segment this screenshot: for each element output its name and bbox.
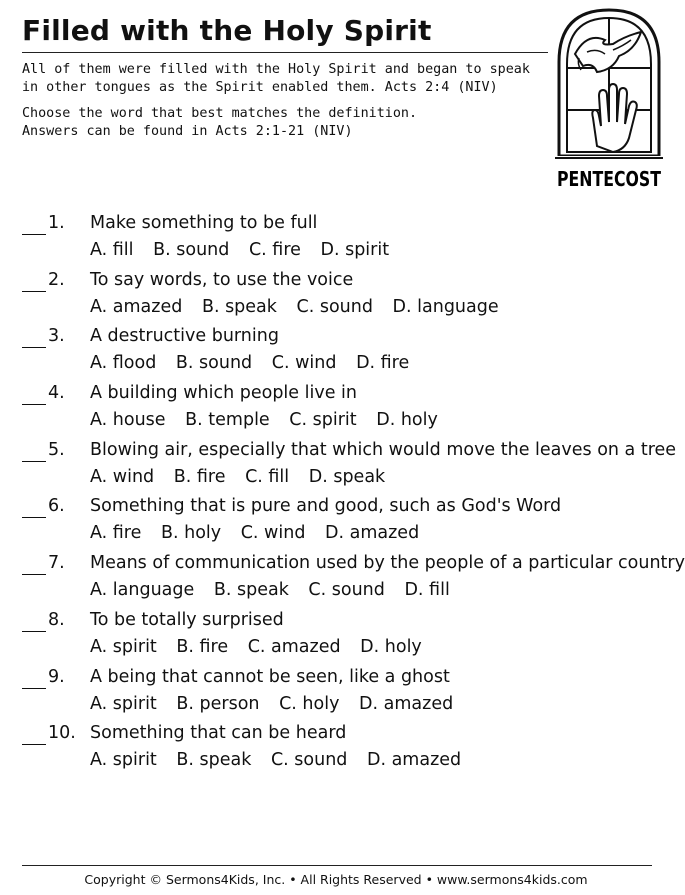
option-c: C. fill (245, 466, 290, 487)
question-number: 5. (48, 439, 65, 460)
answer-blank[interactable] (22, 461, 46, 462)
option-c: C. fire (248, 240, 301, 260)
option-c: C. amazed (247, 636, 341, 657)
pentecost-logo (553, 6, 665, 194)
answer-options (90, 353, 423, 373)
question-number: 8. (48, 609, 65, 630)
answer-options (90, 580, 464, 600)
option-b: B. speak (176, 750, 252, 771)
option-a: A. house (90, 410, 166, 431)
option-b: B. sound (175, 353, 253, 374)
scripture-verse (22, 61, 530, 97)
answer-blank[interactable] (22, 291, 46, 292)
footer-divider (22, 865, 652, 866)
option-d: D. amazed (325, 523, 420, 544)
option-d: D. spirit (320, 240, 390, 260)
instructions (22, 105, 417, 141)
option-a: A. spirit (90, 750, 157, 771)
answer-blank[interactable] (22, 517, 46, 518)
option-c: C. sound (270, 750, 348, 771)
answer-blank[interactable] (22, 347, 46, 348)
question-definition: Something that is pure and good, such as God's Word (90, 496, 562, 517)
logo-wordmark: PENTECOST (557, 167, 662, 191)
question-item (22, 664, 672, 721)
option-a: A. spirit (90, 636, 157, 657)
option-a: A. spirit (90, 693, 157, 714)
answer-options (90, 523, 433, 543)
page-title: Filled with the Holy Spirit (22, 14, 432, 47)
option-d: D. holy (360, 636, 422, 657)
option-c: C. sound (308, 580, 385, 601)
option-b: B. person (176, 693, 260, 714)
answer-options (90, 694, 467, 714)
title-divider (22, 52, 548, 53)
question-definition: A being that cannot be seen, like a ghost (90, 666, 450, 687)
question-item (22, 720, 672, 777)
option-c: C. wind (271, 353, 337, 374)
option-d: D. language (392, 296, 499, 317)
question-definition: To be totally surprised (90, 609, 284, 630)
question-number: 1. (48, 213, 65, 233)
option-b: B. speak (213, 580, 289, 601)
question-definition: Means of communication used by the people of a particular country (90, 553, 685, 574)
question-number: 9. (48, 666, 65, 687)
question-definition: A destructive burning (90, 326, 279, 347)
verse-line: All of them were filled with the Holy Spirit and began to speak (22, 62, 530, 77)
option-d: D. holy (376, 410, 438, 431)
option-a: A. language (90, 580, 195, 601)
question-definition: Something that can be heard (90, 723, 347, 744)
instruction-line: Answers can be found in Acts 2:1-21 (NIV) (22, 124, 353, 139)
option-b: B. holy (160, 523, 222, 544)
option-b: B. temple (185, 410, 270, 431)
option-d: D. amazed (366, 750, 462, 771)
answer-options (90, 637, 436, 657)
option-d: D. speak (308, 466, 386, 487)
copyright-footer: Copyright © Sermons4Kids, Inc. • All Rights Reserved • www.sermons4kids.com (84, 872, 588, 887)
option-d: D. fill (404, 580, 450, 601)
instruction-line: Choose the word that best matches the definition. (22, 106, 418, 121)
verse-line: in other tongues as the Spirit enabled them. Acts 2:4 (NIV) (22, 80, 498, 95)
question-definition: Make something to be full (90, 213, 318, 233)
option-a: A. wind (90, 466, 155, 487)
option-a: A. flood (90, 353, 157, 374)
question-number: 3. (48, 326, 65, 347)
option-c: C. wind (240, 523, 306, 544)
option-c: C. sound (296, 296, 373, 317)
question-number: 2. (48, 269, 65, 290)
answer-options (90, 467, 399, 487)
option-a: A. fill (90, 240, 134, 260)
answer-blank[interactable] (22, 744, 46, 745)
question-number: 7. (48, 553, 65, 574)
option-d: D. fire (356, 353, 410, 374)
answer-blank[interactable] (22, 234, 46, 235)
option-a: A. fire (90, 523, 142, 544)
option-c: C. holy (279, 693, 340, 714)
question-definition: A building which people live in (90, 383, 357, 404)
answer-blank[interactable] (22, 688, 46, 689)
question-number: 4. (48, 383, 65, 404)
question-item (22, 550, 685, 607)
question-item (22, 607, 672, 664)
option-a: A. amazed (90, 296, 183, 317)
question-definition: Blowing air, especially that which would move the leaves on a tree (90, 439, 677, 460)
answer-options (90, 297, 513, 317)
question-item (22, 323, 672, 380)
answer-blank[interactable] (22, 631, 46, 632)
question-list (22, 210, 685, 777)
answer-options (90, 240, 403, 260)
question-item (22, 437, 677, 494)
answer-blank[interactable] (22, 404, 46, 405)
question-item (22, 210, 672, 267)
option-b: B. speak (201, 296, 277, 317)
option-b: B. sound (153, 240, 230, 260)
question-item (22, 267, 672, 324)
option-b: B. fire (173, 466, 226, 487)
question-number: 6. (48, 496, 65, 517)
answer-options (90, 750, 475, 770)
answer-options (90, 410, 452, 430)
option-d: D. amazed (359, 693, 454, 714)
question-item (22, 380, 672, 437)
question-number: 10. (48, 723, 76, 744)
question-item (22, 493, 672, 550)
option-b: B. fire (176, 636, 229, 657)
question-definition: To say words, to use the voice (90, 269, 354, 290)
answer-blank[interactable] (22, 574, 46, 575)
option-c: C. spirit (289, 410, 357, 431)
